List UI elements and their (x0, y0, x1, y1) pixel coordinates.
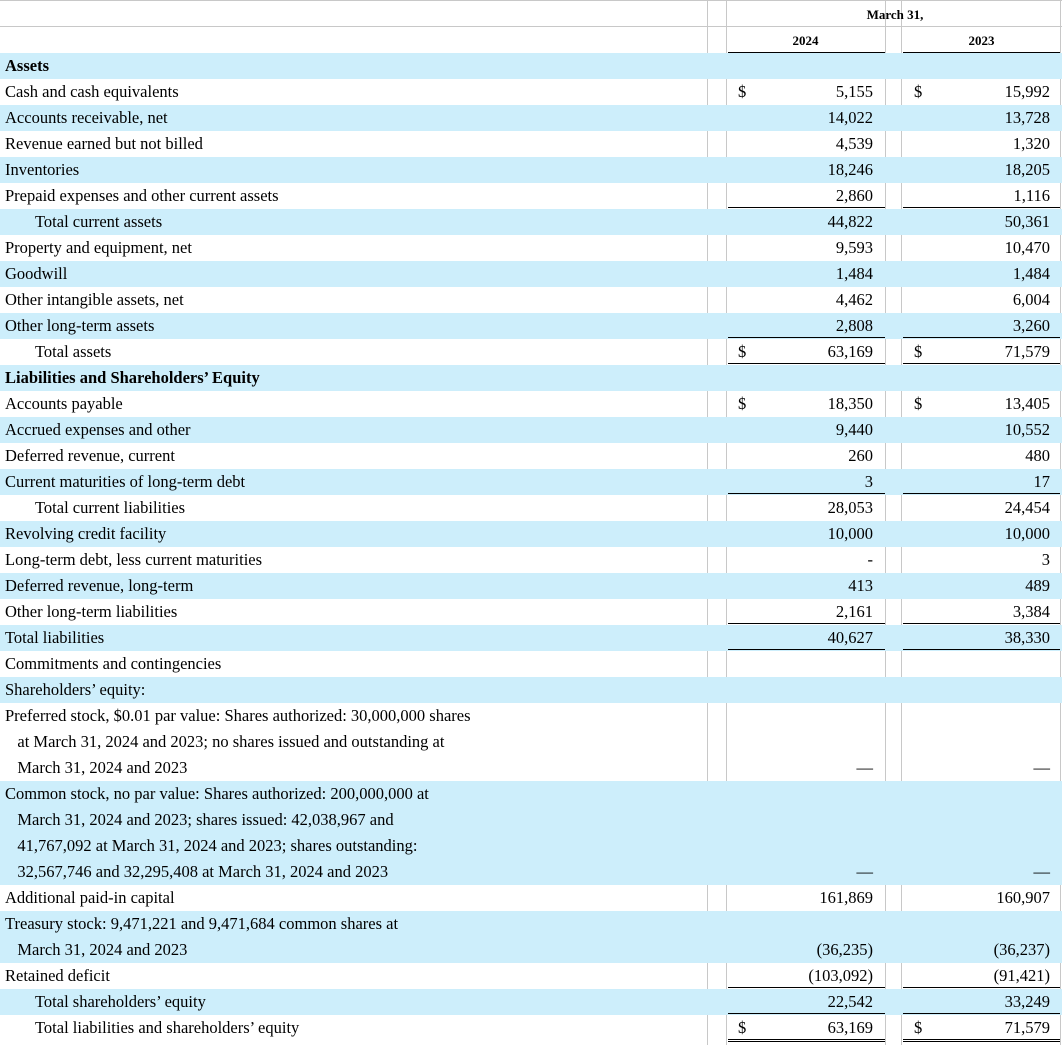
value-2023: 18,205 (1004, 160, 1050, 179)
row-label: Accounts payable (5, 394, 123, 413)
row-label: Liabilities and Shareholders’ Equity (5, 368, 260, 387)
value-2024: 2,860 (835, 186, 873, 205)
value-2023: 33,249 (1004, 992, 1050, 1011)
column-header-2023: 2023 (968, 33, 995, 48)
statement-row (0, 261, 1062, 287)
value-2024: 28,053 (827, 498, 873, 517)
row-label: Revolving credit facility (5, 524, 167, 543)
statement-row (0, 781, 1062, 885)
value-2023: 24,454 (1004, 498, 1050, 517)
value-2024: (103,092) (808, 966, 873, 985)
value-2024: 4,539 (835, 134, 873, 153)
statement-row (0, 625, 1062, 651)
value-2023: — (1033, 758, 1050, 777)
value-2023: 17 (1033, 472, 1050, 491)
statement-row (0, 911, 1062, 963)
row-label: Deferred revenue, long-term (5, 576, 194, 595)
value-2024: 14,022 (827, 108, 873, 127)
total-underline (903, 493, 1060, 494)
value-2024: 2,808 (835, 316, 873, 335)
total-underline (728, 623, 885, 624)
statement-row (0, 105, 1062, 131)
value-2023: 71,579 (1004, 1018, 1050, 1037)
value-2023: 10,552 (1004, 420, 1050, 439)
statement-row (0, 495, 1062, 521)
grid-line (0, 0, 1062, 1)
statement-row (0, 885, 1062, 911)
value-2023: (36,237) (993, 940, 1050, 959)
value-2024: 22,542 (827, 992, 873, 1011)
row-label: Other intangible assets, net (5, 290, 184, 309)
row-label: Inventories (5, 160, 80, 179)
statement-row (0, 443, 1062, 469)
value-2023: (91,421) (993, 966, 1050, 985)
column-header-2024: 2024 (792, 33, 819, 48)
value-2023: 3,260 (1012, 316, 1050, 335)
row-label: Preferred stock, $0.01 par value: Shares authorized: 30,000,000 shares at March 31, 2024 and 2023; no shares issued and outstanding at March 31, 2024 and 2023 (5, 706, 471, 777)
statement-row (0, 339, 1062, 365)
statement-row (0, 287, 1062, 313)
value-2024: — (856, 758, 873, 777)
statement-row (0, 183, 1062, 209)
double-underline (728, 1039, 885, 1042)
currency-symbol: $ (738, 1018, 747, 1037)
statement-row (0, 235, 1062, 261)
value-2023: 1,320 (1012, 134, 1050, 153)
total-underline (903, 649, 1060, 650)
currency-symbol: $ (738, 394, 747, 413)
statement-row (0, 547, 1062, 573)
total-underline (903, 623, 1060, 624)
value-2024: 4,462 (835, 290, 873, 309)
currency-symbol: $ (914, 1018, 923, 1037)
row-label: Total current assets (35, 212, 163, 231)
total-underline (903, 1013, 1060, 1014)
statement-row (0, 599, 1062, 625)
row-label: Total liabilities and shareholders’ equity (35, 1018, 300, 1037)
row-label: Cash and cash equivalents (5, 82, 179, 101)
statement-row (0, 573, 1062, 599)
value-2024: 1,484 (835, 264, 873, 283)
row-label: Retained deficit (5, 966, 110, 985)
row-label: Assets (5, 56, 49, 75)
row-label: Commitments and contingencies (5, 654, 222, 673)
row-label: Current maturities of long-term debt (5, 472, 246, 491)
value-2024: 260 (848, 446, 873, 465)
value-2024: — (856, 862, 873, 881)
statement-row (0, 313, 1062, 339)
statement-row (0, 963, 1062, 989)
value-2024: 10,000 (827, 524, 873, 543)
value-2024: 18,246 (827, 160, 873, 179)
value-2023: 3,384 (1012, 602, 1050, 621)
row-label: Other long-term liabilities (5, 602, 178, 621)
statement-row (0, 417, 1062, 443)
value-2024: 18,350 (827, 394, 873, 413)
currency-symbol: $ (738, 342, 747, 361)
value-2023: 160,907 (996, 888, 1050, 907)
row-label: Prepaid expenses and other current assets (5, 186, 279, 205)
value-2023: 50,361 (1004, 212, 1050, 231)
total-underline (728, 987, 885, 988)
row-label: Accounts receivable, net (5, 108, 168, 127)
currency-symbol: $ (914, 394, 923, 413)
value-2023: 1,484 (1012, 264, 1050, 283)
row-label: Accrued expenses and other (5, 420, 191, 439)
value-2023: 489 (1025, 576, 1050, 595)
currency-symbol: $ (914, 342, 923, 361)
total-underline (728, 337, 885, 338)
total-underline (728, 207, 885, 208)
value-2023: 13,728 (1004, 108, 1050, 127)
row-label: Common stock, no par value: Shares authorized: 200,000,000 at March 31, 2024 and 2023; shares issued: 42,038,967 and 41,767,092 at March 31, 2024 and 2023; shares outstanding: 32,567,746 and 32,295,408 at March 31, 2024 and 2023 (5, 784, 429, 881)
row-label: Shareholders’ equity: (5, 680, 146, 699)
value-2023: 6,004 (1012, 290, 1050, 309)
value-2024: 5,155 (835, 82, 873, 101)
total-underline (728, 649, 885, 650)
period-header: March 31, (866, 7, 924, 22)
row-label: Total liabilities (5, 628, 105, 647)
value-2023: 10,470 (1004, 238, 1050, 257)
grid-line (0, 26, 1062, 27)
statement-row (0, 391, 1062, 417)
value-2024: 413 (848, 576, 873, 595)
total-underline (728, 493, 885, 494)
value-2023: 15,992 (1004, 82, 1050, 101)
currency-symbol: $ (914, 82, 923, 101)
statement-row (0, 521, 1062, 547)
total-underline (903, 337, 1060, 338)
total-underline (903, 987, 1060, 988)
value-2024: 161,869 (819, 888, 873, 907)
value-2023: 13,405 (1004, 394, 1050, 413)
row-label: Revenue earned but not billed (5, 134, 203, 153)
statement-row (0, 677, 1062, 703)
row-label: Long-term debt, less current maturities (5, 550, 263, 569)
statement-row (0, 157, 1062, 183)
double-underline (903, 1039, 1060, 1042)
total-underline (903, 207, 1060, 208)
statement-row (0, 131, 1062, 157)
statement-row (0, 209, 1062, 235)
value-2023: 3 (1041, 550, 1050, 569)
row-label: Goodwill (5, 264, 68, 283)
value-2024: 44,822 (827, 212, 873, 231)
value-2024: 9,593 (835, 238, 873, 257)
statement-row (0, 651, 1062, 677)
value-2024: 40,627 (827, 628, 873, 647)
statement-row (0, 469, 1062, 495)
value-2024: 63,169 (827, 342, 873, 361)
value-2023: 71,579 (1004, 342, 1050, 361)
value-2024: (36,235) (816, 940, 873, 959)
currency-symbol: $ (738, 82, 747, 101)
value-2023: 10,000 (1004, 524, 1050, 543)
statement-row (0, 365, 1062, 391)
statement-row (0, 989, 1062, 1015)
row-label: Total shareholders’ equity (35, 992, 206, 1011)
row-label: Deferred revenue, current (5, 446, 175, 465)
value-2024: 2,161 (835, 602, 873, 621)
row-label: Additional paid-in capital (5, 888, 175, 907)
statement-row (0, 703, 1062, 781)
value-2024: 3 (864, 472, 873, 491)
total-underline (728, 1013, 885, 1014)
value-2023: 38,330 (1004, 628, 1050, 647)
row-label: Total current liabilities (35, 498, 186, 517)
row-label: Other long-term assets (5, 316, 155, 335)
statement-row (0, 53, 1062, 79)
statement-row (0, 79, 1062, 105)
value-2023: — (1033, 862, 1050, 881)
value-2024: - (867, 550, 873, 569)
value-2024: 9,440 (835, 420, 873, 439)
row-label: Treasury stock: 9,471,221 and 9,471,684 common shares at March 31, 2024 and 2023 (5, 914, 399, 959)
value-2023: 480 (1025, 446, 1050, 465)
row-label: Total assets (35, 342, 112, 361)
value-2024: 63,169 (827, 1018, 873, 1037)
statement-row (0, 1015, 1062, 1041)
row-label: Property and equipment, net (5, 238, 192, 257)
value-2023: 1,116 (1013, 186, 1050, 205)
